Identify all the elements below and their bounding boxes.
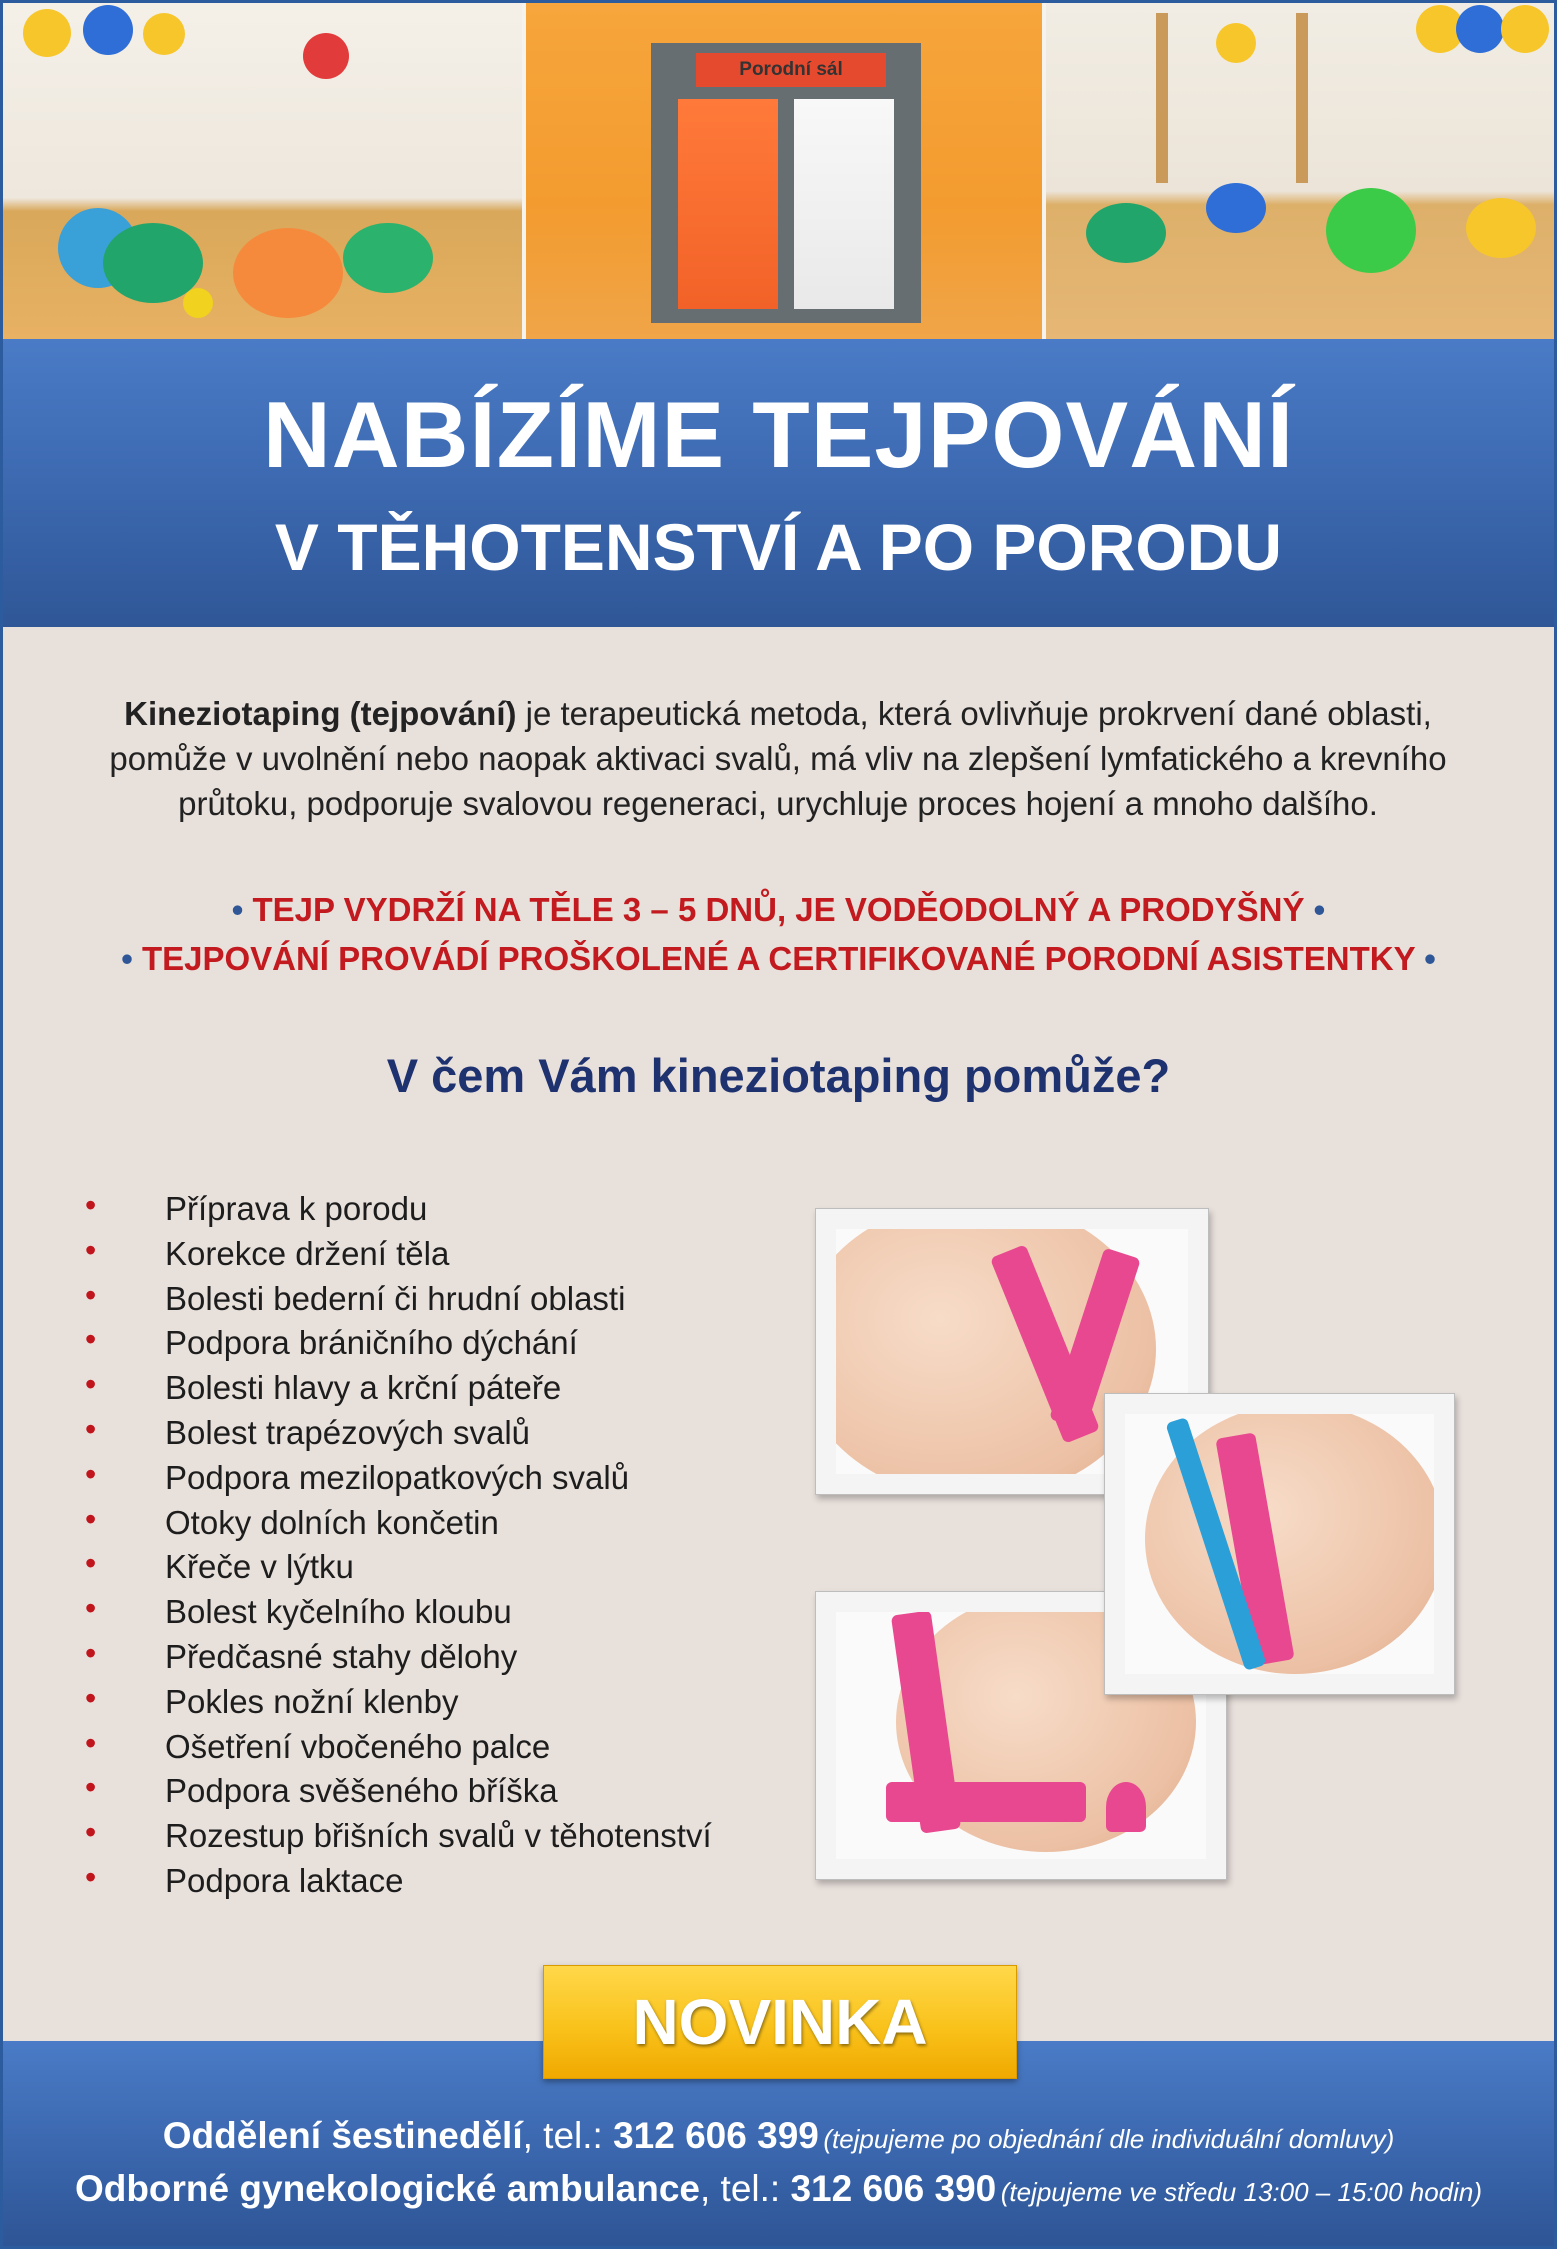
intro-text: je terapeutická metoda, která ovlivňuje prokrvení dané oblasti, pomůže v uvolnění nebo naopak aktivaci svalů, má vliv na zlepšení lymfatického a krevního průtoku, podporuje svalovou regeneraci, urychluje proces hojení a mnoho dalšího. <box>109 695 1447 822</box>
highlight-staff <box>3 940 1554 978</box>
list-item-label: Příprava k porodu <box>165 1190 428 1227</box>
title-sub: V TĚHOTENSTVÍ A PO PORODU <box>274 510 1283 584</box>
list-item <box>75 1321 712 1366</box>
list-item <box>75 1769 712 1814</box>
list-item <box>75 1859 712 1904</box>
new-badge: NOVINKA <box>543 1965 1017 2079</box>
list-item <box>75 1501 712 1546</box>
list-item-label: Křeče v lýtku <box>165 1548 354 1586</box>
list-item <box>75 1590 712 1635</box>
intro-paragraph <box>63 691 1493 826</box>
contact-phone: 312 606 399 <box>613 2115 819 2156</box>
list-item <box>75 1187 712 1232</box>
bullet-icon: • <box>85 1455 97 1492</box>
bullet-icon: • <box>85 1410 97 1447</box>
list-item <box>75 1545 712 1590</box>
list-item-label: Bolesti hlavy a krční páteře <box>165 1369 562 1407</box>
highlight-durability <box>3 891 1554 929</box>
list-item <box>75 1814 712 1859</box>
bullet-icon: • <box>85 1769 97 1806</box>
list-item <box>75 1725 712 1770</box>
list-item <box>75 1277 712 1322</box>
highlight-text: TEJPOVÁNÍ PROVÁDÍ PROŠKOLENÉ A CERTIFIKOVANÉ PORODNÍ ASISTENTKY <box>141 940 1416 977</box>
list-item-label: Ošetření vbočeného palce <box>165 1727 551 1765</box>
list-item-label: Podpora mezilopatkových svalů <box>165 1458 630 1496</box>
benefits-heading: V čem Vám kineziotaping pomůže? <box>386 1049 1171 1102</box>
benefits-list <box>75 1187 712 1904</box>
bullet-icon: • <box>85 1814 97 1851</box>
list-item-label: Podpora laktace <box>165 1861 404 1899</box>
contact-postpartum <box>3 2115 1554 2157</box>
title-main: NABÍZÍME TEJPOVÁNÍ <box>262 382 1295 487</box>
bullet-icon: • <box>85 1231 97 1268</box>
list-item-label: Korekce držení těla <box>165 1234 450 1272</box>
bullet-icon: • <box>1424 940 1436 977</box>
bullet-icon: • <box>85 1858 97 1895</box>
bullet-icon: • <box>231 891 244 928</box>
list-item <box>75 1456 712 1501</box>
door-sign: Porodní sál <box>696 53 886 87</box>
contact-name: Odborné gynekologické ambulance <box>74 2168 700 2209</box>
list-item-label: Rozestup břišních svalů v těhotenství <box>165 1817 712 1855</box>
bullet-icon: • <box>85 1321 97 1358</box>
photo-exercise-group <box>3 3 526 339</box>
list-item-label: Bolest trapézových svalů <box>165 1413 531 1451</box>
photo-delivery-room-door <box>526 3 1046 339</box>
list-item-label: Pokles nožní klenby <box>165 1682 459 1720</box>
contact-name: Oddělení šestinedělí <box>162 2115 523 2156</box>
list-item <box>75 1411 712 1456</box>
intro-term: Kineziotaping (tejpování) <box>124 695 517 732</box>
bullet-icon: • <box>85 1366 97 1403</box>
bullet-icon: • <box>121 940 133 977</box>
list-item <box>75 1680 712 1725</box>
list-item <box>75 1635 712 1680</box>
highlight-text: TEJP VYDRŽÍ NA TĚLE 3 – 5 DNŮ, JE VODĚODOLNÝ A PRODYŠNÝ <box>252 891 1305 928</box>
bullet-icon: • <box>85 1187 97 1223</box>
contact-gynecology <box>3 2168 1554 2210</box>
bullet-icon: • <box>85 1724 97 1761</box>
photo-strip <box>3 3 1554 339</box>
contact-tel-label: , tel.: <box>522 2115 614 2156</box>
bullet-icon: • <box>85 1679 97 1716</box>
bullet-icon: • <box>85 1545 97 1582</box>
photo-tape-belly <box>1104 1393 1455 1695</box>
list-item <box>75 1232 712 1277</box>
contact-note: (tejpujeme ve středu 13:00 – 15:00 hodin) <box>1000 2177 1483 2207</box>
list-item-label: Podpora bráničního dýchání <box>165 1324 578 1362</box>
title-band <box>3 339 1554 627</box>
contact-note: (tejpujeme po objednání dle individuální domluvy) <box>823 2124 1395 2154</box>
list-item-label: Bolest kyčelního kloubu <box>165 1593 512 1631</box>
list-item-label: Otoky dolních končetin <box>165 1503 499 1541</box>
bullet-icon: • <box>85 1500 97 1537</box>
list-item <box>75 1366 712 1411</box>
bullet-icon: • <box>85 1590 97 1627</box>
bullet-icon: • <box>85 1276 97 1313</box>
list-item-label: Bolesti bederní či hrudní oblasti <box>165 1279 626 1317</box>
list-item-label: Předčasné stahy dělohy <box>165 1637 518 1675</box>
bullet-icon: • <box>1313 891 1326 928</box>
contact-tel-label: , tel.: <box>700 2168 791 2209</box>
contact-phone: 312 606 390 <box>790 2168 997 2209</box>
bullet-icon: • <box>85 1634 97 1671</box>
list-item-label: Podpora svěšeného bříška <box>165 1772 558 1810</box>
photo-exercise-balls <box>1046 3 1554 339</box>
